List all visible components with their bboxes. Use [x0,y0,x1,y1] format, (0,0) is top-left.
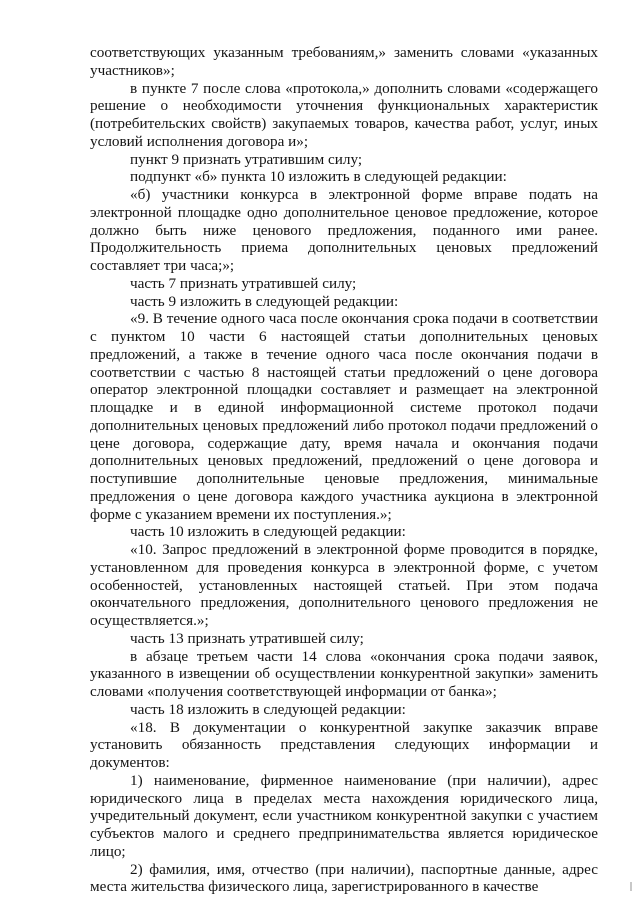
paragraph: часть 13 признать утратившей силу; [130,629,364,647]
paragraph: в абзаце третьем части 14 слова «окончания срока подачи заявок, указанного в извещении об осуществлении конкурентной закупки» заменить словами «получения соответствующей информации от банка»; [90,647,598,700]
paragraph: часть 10 изложить в следующей редакции: [130,523,406,541]
paragraph: соответствующих указанным требованиям,» заменить словами «указанных участников»; [90,44,598,79]
paragraph: «10. Запрос предложений в электронной форме проводится в порядке, установленном для проведения конкурса в электронной форме, с учетом особенностей, установленных настоящей статьей. При этом подача окончательного предложения, дополнительного ценового предложения не осуществляется.»; [90,541,598,629]
paragraph: 1) наименование, фирменное наименование (при наличии), адрес юридического лица в пределах места нахождения юридического лица, учредительный документ, если участником конкурентной закупки с участием субъектов малого и среднего предпринимательства является юридическое лицо; [90,771,598,860]
paragraph: подпункт «б» пункта 10 изложить в следующей редакции: [130,168,507,186]
paragraph: «18. В документации о конкурентной закупке заказчик вправе установить обязанность представления следующих информации и документов: [90,718,598,771]
paragraph: 2) фамилия, имя, отчество (при наличии), паспортные данные, адрес места жительства физического лица, зарегистрированного в качестве [90,860,598,896]
paragraph: «б) участники конкурса в электронной форме вправе подать на электронной площадке одно дополнительное ценовое предложение, которое должно быть ниже ценового предложения, поданного ими ранее. Продолжительность приема дополнительных ценовых предложений составляет три часа;»; [90,186,598,274]
scan-artifact [630,882,632,891]
paragraph: часть 9 изложить в следующей редакции: [130,292,399,310]
paragraph: «9. В течение одного часа после окончания срока подачи в соответствии с пунктом 10 части 6 настоящей статьи дополнительных ценовых предложений, а также в течение одного часа после окончания подачи в соответствии с частью 8 настоящей статьи предложений о цене договора оператор электронной площадки составляет и размещает на электронной площадке и в единой информационной системе протокол подачи дополнительных ценовых предложений либо протокол подачи предложений о цене договора, содержащие дату, время начала и окончания подачи дополнительных ценовых предложений, предложений о цене договора и поступившие дополнительные ценовые предложения, минимальные предложения о цене договора каждого участника аукциона в электронной форме с указанием времени их поступления.»; [90,310,598,523]
paragraph: в пункте 7 после слова «протокола,» дополнить словами «содержащего решение о необходимости уточнения функциональных характеристик (потребительских свойств) закупаемых товаров, качества работ, услуг, иных условий исполнения договора и»; [90,79,598,150]
paragraph: часть 18 изложить в следующей редакции: [130,700,406,718]
paragraph: часть 7 признать утратившей силу; [130,274,357,292]
document-body [90,44,598,896]
paragraph: пункт 9 признать утратившим силу; [130,150,363,168]
